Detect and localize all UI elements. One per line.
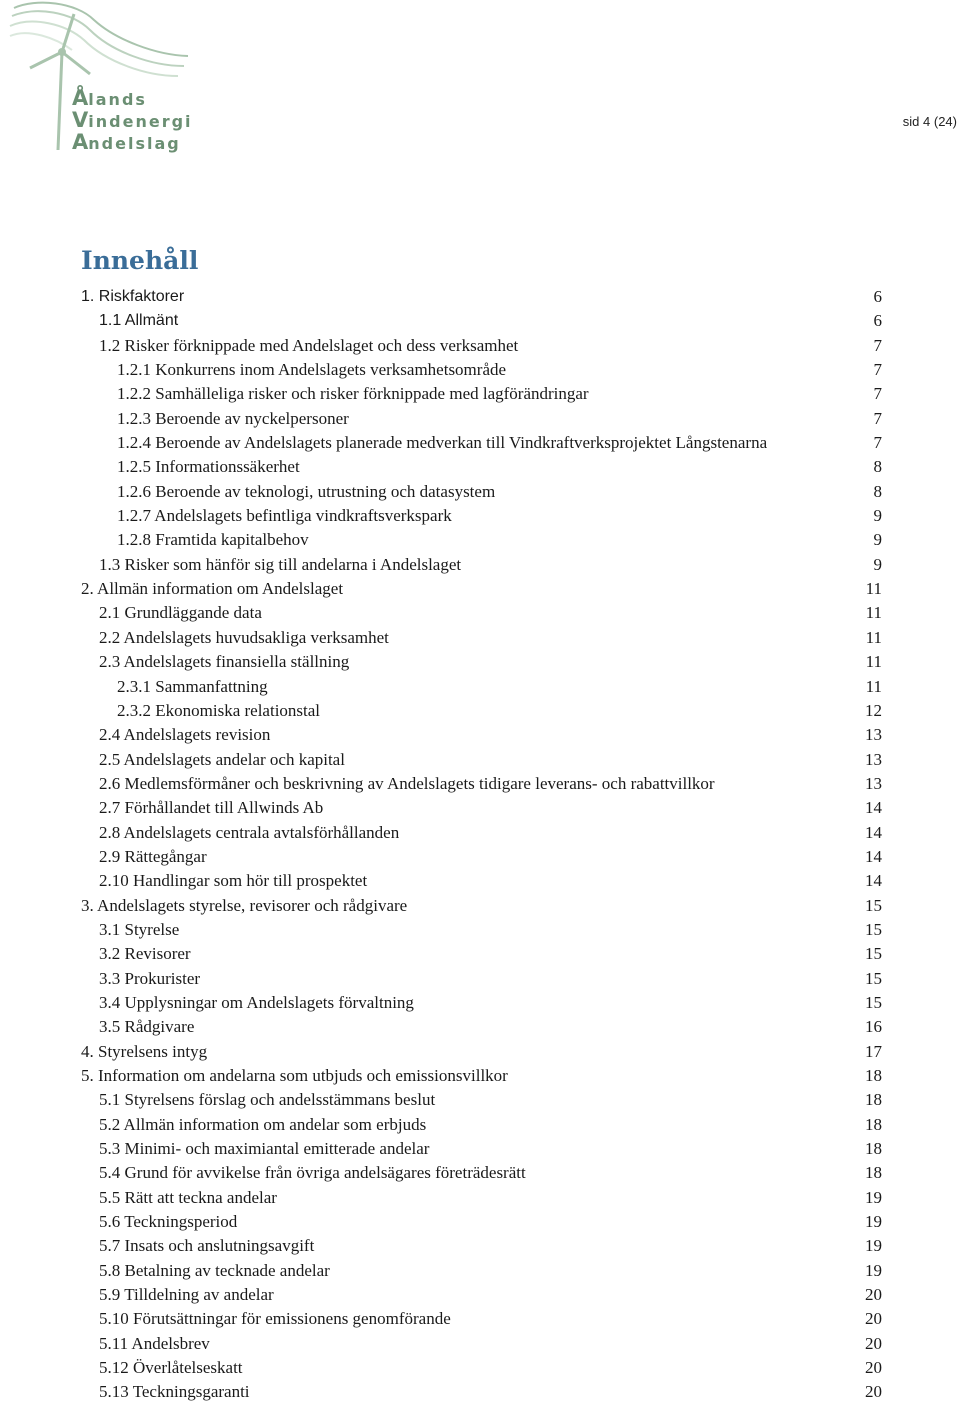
toc-entry-page[interactable]: 8 <box>873 457 882 477</box>
toc-entry-page[interactable]: 20 <box>865 1309 882 1329</box>
toc-entry-page[interactable]: 14 <box>865 846 882 866</box>
toc-entry[interactable] <box>0 504 960 528</box>
toc-entry[interactable] <box>0 821 960 845</box>
toc-entry-label[interactable]: 1.2.1 Konkurrens inom Andelslagets verksamhetsområde <box>117 360 507 380</box>
toc-entry[interactable] <box>0 1113 960 1137</box>
toc-entry-label[interactable]: 3. Andelslagets styrelse, revisorer och rådgivare <box>81 895 408 915</box>
toc-entry[interactable] <box>0 1088 960 1112</box>
toc-entry-page[interactable]: 7 <box>873 408 882 428</box>
toc-entry-label[interactable]: 3.3 Prokurister <box>99 968 201 988</box>
toc-entry-page[interactable]: 6 <box>873 287 882 306</box>
toc-entry-label[interactable]: 5.5 Rätt att teckna andelar <box>99 1187 277 1207</box>
toc-entry[interactable] <box>0 699 960 723</box>
toc-entry-page[interactable]: 18 <box>865 1163 882 1183</box>
toc-entry-label[interactable]: 5.4 Grund för avvikelse från övriga andelsägares företrädesrätt <box>99 1163 526 1183</box>
toc-entry-label[interactable]: 1.2 Risker förknippade med Andelslaget och dess verksamhet <box>99 335 519 355</box>
toc-entry[interactable] <box>0 601 960 625</box>
toc-entry-label[interactable]: 2.2 Andelslagets huvudsakliga verksamhet <box>99 627 389 647</box>
table-of-contents <box>0 285 960 1405</box>
toc-entry-label[interactable]: 5.7 Insats och anslutningsavgift <box>99 1236 315 1256</box>
toc-entry-page[interactable]: 13 <box>865 725 882 745</box>
toc-entry-label[interactable]: 3.2 Revisorer <box>99 944 191 964</box>
toc-entry-page[interactable]: 15 <box>865 944 882 964</box>
toc-entry-page[interactable]: 18 <box>865 1139 882 1159</box>
toc-entry[interactable] <box>0 748 960 772</box>
toc-entry-label[interactable]: 5.11 Andelsbrev <box>99 1333 210 1353</box>
toc-entry[interactable] <box>0 480 960 504</box>
toc-entry-page[interactable]: 11 <box>865 603 882 623</box>
toc-entry-page[interactable]: 17 <box>865 1041 882 1061</box>
toc-entry-label[interactable]: 1.2.5 Informationssäkerhet <box>117 457 300 477</box>
toc-entry-label[interactable]: 5.3 Minimi- och maximiantal emitterade andelar <box>99 1139 430 1159</box>
toc-entry[interactable] <box>0 1161 960 1185</box>
toc-entry[interactable] <box>0 723 960 747</box>
toc-entry-label[interactable]: 5.10 Förutsättningar för emissionens genomförande <box>99 1309 451 1329</box>
toc-entry-page[interactable]: 15 <box>865 895 882 915</box>
toc-entry-label[interactable]: 3.1 Styrelse <box>99 919 180 939</box>
toc-entry-page[interactable]: 13 <box>865 773 882 793</box>
toc-entry-label[interactable]: 5. Information om andelarna som utbjuds och emissionsvillkor <box>81 1066 508 1085</box>
toc-entry[interactable] <box>0 626 960 650</box>
toc-entry[interactable] <box>0 382 960 406</box>
toc-entry-label[interactable]: 2.9 Rättegångar <box>99 846 207 866</box>
toc-entry-page[interactable]: 11 <box>865 627 882 647</box>
toc-entry[interactable] <box>0 1137 960 1161</box>
toc-entry[interactable] <box>0 918 960 942</box>
toc-entry[interactable] <box>0 675 960 699</box>
logo-line-2: Vindenergi <box>72 108 193 132</box>
toc-entry[interactable] <box>0 772 960 796</box>
toc-entry-page[interactable]: 20 <box>865 1358 882 1378</box>
toc-entry[interactable] <box>0 407 960 431</box>
toc-entry[interactable] <box>0 358 960 382</box>
toc-entry[interactable] <box>0 650 960 674</box>
toc-entry-page[interactable]: 19 <box>865 1236 882 1256</box>
toc-entry-label[interactable]: 3.4 Upplysningar om Andelslagets förvaltning <box>99 992 414 1012</box>
toc-entry-label[interactable]: 5.1 Styrelsens förslag och andelsstämmans beslut <box>99 1090 436 1110</box>
toc-entry-page[interactable]: 14 <box>865 798 882 818</box>
toc-entry-page[interactable]: 13 <box>865 749 882 769</box>
toc-entry-page[interactable]: 20 <box>865 1285 882 1305</box>
toc-entry[interactable] <box>0 1015 960 1039</box>
toc-entry[interactable] <box>0 1259 960 1283</box>
toc-entry-page[interactable]: 15 <box>865 919 882 939</box>
toc-entry[interactable] <box>0 1040 960 1064</box>
toc-entry-label[interactable]: 2.3 Andelslagets finansiella ställning <box>99 652 350 672</box>
toc-entry-page[interactable]: 9 <box>873 530 882 550</box>
toc-entry[interactable] <box>0 1356 960 1380</box>
toc-entry[interactable] <box>0 553 960 577</box>
toc-entry[interactable] <box>0 334 960 358</box>
toc-entry-label[interactable]: 5.8 Betalning av tecknade andelar <box>99 1260 330 1280</box>
logo-line-3: Andelslag <box>72 130 181 154</box>
page-number: sid 4 (24) <box>902 114 957 129</box>
toc-entry-label[interactable]: 2.4 Andelslagets revision <box>99 725 271 745</box>
toc-entry[interactable] <box>0 967 960 991</box>
toc-entry[interactable] <box>0 1186 960 1210</box>
toc-entry[interactable] <box>0 1332 960 1356</box>
toc-entry[interactable] <box>0 942 960 966</box>
toc-entry-page[interactable]: 8 <box>873 481 882 501</box>
toc-entry-label[interactable]: 1.2.8 Framtida kapitalbehov <box>117 530 309 550</box>
toc-entry-page[interactable]: 18 <box>865 1066 882 1085</box>
toc-entry-label[interactable]: 4. Styrelsens intyg <box>81 1041 208 1061</box>
toc-entry[interactable] <box>0 845 960 869</box>
toc-entry-label[interactable]: 2.5 Andelslagets andelar och kapital <box>99 749 345 769</box>
toc-entry-label[interactable]: 5.12 Överlåtelseskatt <box>99 1358 243 1378</box>
toc-entry-page[interactable]: 16 <box>865 1017 882 1037</box>
toc-entry[interactable] <box>0 309 960 333</box>
logo-line-1: Ålands <box>72 86 147 110</box>
toc-entry-page[interactable]: 7 <box>873 360 882 380</box>
toc-entry-page[interactable]: 14 <box>865 822 882 842</box>
toc-entry-label[interactable]: 1.1 Allmänt <box>99 312 179 330</box>
toc-entry[interactable] <box>0 528 960 552</box>
toc-entry-page[interactable]: 6 <box>873 311 882 331</box>
toc-entry-label[interactable]: 1.2.2 Samhälleliga risker och risker förknippade med lagförändringar <box>117 384 589 404</box>
toc-entry[interactable] <box>0 431 960 455</box>
toc-entry[interactable] <box>0 1234 960 1258</box>
toc-entry[interactable] <box>0 455 960 479</box>
toc-entry[interactable] <box>0 1380 960 1404</box>
toc-entry[interactable] <box>0 1210 960 1234</box>
toc-entry-page[interactable]: 7 <box>873 384 882 404</box>
toc-entry-page[interactable]: 12 <box>865 700 882 720</box>
toc-entry-label[interactable]: 2.3.1 Sammanfattning <box>117 676 268 696</box>
toc-entry-page[interactable]: 14 <box>865 871 882 891</box>
toc-entry-label[interactable]: 2.10 Handlingar som hör till prospektet <box>99 871 368 891</box>
toc-entry-label[interactable]: 1.2.6 Beroende av teknologi, utrustning och datasystem <box>117 481 496 501</box>
toc-entry-page[interactable]: 20 <box>865 1333 882 1353</box>
toc-entry-page[interactable]: 19 <box>865 1212 882 1232</box>
toc-entry-label[interactable]: 2.3.2 Ekonomiska relationstal <box>117 700 321 720</box>
toc-entry-page[interactable]: 15 <box>865 968 882 988</box>
toc-entry-page[interactable]: 18 <box>865 1114 882 1134</box>
toc-entry-page[interactable]: 11 <box>865 676 882 696</box>
toc-entry-label[interactable]: 2.6 Medlemsförmåner och beskrivning av Andelslagets tidigare leverans- och rabattvillkor <box>99 773 715 793</box>
toc-entry-label[interactable]: 5.9 Tilldelning av andelar <box>99 1285 274 1305</box>
toc-entry-page[interactable]: 19 <box>865 1260 882 1280</box>
toc-entry-label[interactable]: 2.1 Grundläggande data <box>99 603 262 623</box>
toc-entry-page[interactable]: 7 <box>873 335 882 355</box>
toc-entry-label[interactable]: 5.13 Teckningsgaranti <box>99 1382 250 1402</box>
toc-entry-page[interactable]: 9 <box>873 554 882 574</box>
toc-entry[interactable] <box>0 991 960 1015</box>
toc-entry-label[interactable]: 2.8 Andelslagets centrala avtalsförhållanden <box>99 822 400 842</box>
toc-entry-label[interactable]: 1.2.7 Andelslagets befintliga vindkraftsverkspark <box>117 506 452 526</box>
toc-entry-label[interactable]: 1.2.4 Beroende av Andelslagets planerade medverkan till Vindkraftverksprojektet Långstenarna <box>117 433 768 453</box>
toc-entry-label[interactable]: 1.3 Risker som hänför sig till andelarna i Andelslaget <box>99 554 462 574</box>
toc-entry-label[interactable]: 1.2.3 Beroende av nyckelpersoner <box>117 408 349 428</box>
toc-entry-label[interactable]: 5.2 Allmän information om andelar som erbjuds <box>99 1114 427 1134</box>
toc-entry-label[interactable]: 3.5 Rådgivare <box>99 1017 195 1037</box>
toc-title: Innehåll <box>81 246 199 275</box>
toc-entry[interactable] <box>0 285 960 309</box>
toc-entry[interactable] <box>0 1307 960 1331</box>
toc-entry[interactable] <box>0 1064 960 1088</box>
toc-entry-page[interactable]: 9 <box>873 506 882 526</box>
toc-entry[interactable] <box>0 869 960 893</box>
toc-entry-page[interactable]: 18 <box>865 1090 882 1110</box>
toc-entry-label[interactable]: 5.6 Teckningsperiod <box>99 1212 238 1232</box>
toc-entry-page[interactable]: 7 <box>873 433 882 453</box>
toc-entry[interactable] <box>0 894 960 918</box>
toc-entry-page[interactable]: 11 <box>865 652 882 672</box>
toc-entry-page[interactable]: 19 <box>865 1187 882 1207</box>
toc-entry[interactable] <box>0 577 960 601</box>
toc-entry-label[interactable]: 2.7 Förhållandet till Allwinds Ab <box>99 798 324 818</box>
toc-entry-page[interactable]: 11 <box>865 579 882 599</box>
toc-entry-page[interactable]: 20 <box>865 1382 882 1402</box>
toc-entry[interactable] <box>0 796 960 820</box>
toc-entry-label[interactable]: 2. Allmän information om Andelslaget <box>81 579 344 599</box>
toc-entry[interactable] <box>0 1283 960 1307</box>
logo <box>6 0 196 160</box>
toc-entry-label[interactable]: 1. Riskfaktorer <box>81 288 185 305</box>
toc-entry-page[interactable]: 15 <box>865 992 882 1012</box>
